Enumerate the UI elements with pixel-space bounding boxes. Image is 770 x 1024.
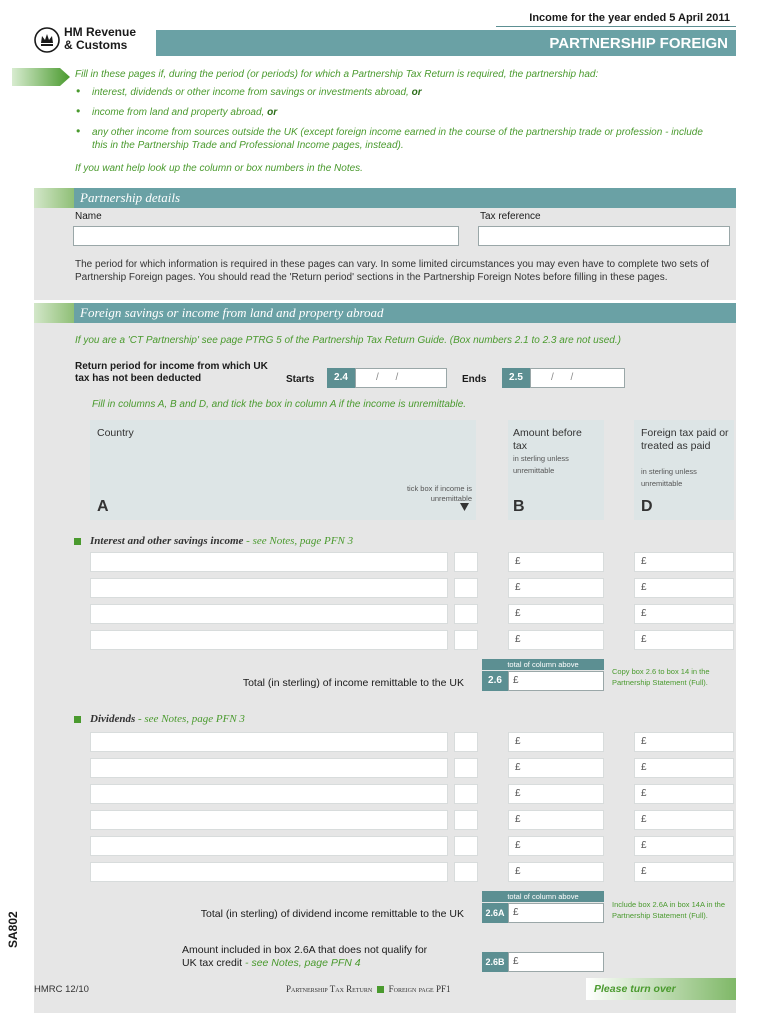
country-field[interactable]: [90, 810, 448, 830]
box-2-6a: 2.6A: [482, 903, 508, 923]
column-d-letter: D: [641, 498, 653, 515]
square-bullet-icon: [74, 538, 81, 545]
foreign-tax-paid-field[interactable]: [634, 810, 734, 830]
header-rule: [496, 26, 736, 27]
pound-sign: £: [641, 762, 647, 773]
intro-bullet: • interest, dividends or other income from savings or investments abroad, or: [74, 86, 714, 99]
pound-sign: £: [515, 866, 521, 877]
pound-sign: £: [641, 866, 647, 877]
pound-sign: £: [515, 556, 521, 567]
page-title: PARTNERSHIP FOREIGN: [549, 35, 728, 52]
country-field[interactable]: [90, 578, 448, 598]
foreign-tax-paid-field[interactable]: [634, 836, 734, 856]
tax-reference-field[interactable]: [478, 226, 730, 246]
square-bullet-icon: [377, 986, 384, 993]
year-text: Income for the year ended 5 April 2011: [529, 12, 730, 24]
partnership-details-heading: Partnership details: [80, 190, 181, 205]
column-b-letter: B: [513, 498, 525, 515]
name-label: Name: [75, 211, 102, 222]
foreign-tax-paid-field[interactable]: [634, 732, 734, 752]
interest-heading: Interest and other savings income - see Notes, page PFN 3: [74, 535, 353, 547]
amount-before-tax-field[interactable]: [508, 810, 604, 830]
foreign-section-heading: Foreign savings or income from land and property abroad: [80, 305, 384, 320]
foreign-tax-paid-field[interactable]: [634, 862, 734, 882]
interest-total-label: Total (in sterling) of income remittable to the UK: [242, 677, 464, 689]
partnership-details-band: [74, 188, 736, 208]
foreign-tax-paid-field[interactable]: [634, 578, 734, 598]
country-field[interactable]: [90, 552, 448, 572]
pound-sign: £: [515, 736, 521, 747]
copy-box-note: Copy box 2.6 to box 14 in the Partnership Statement (Full).: [612, 667, 710, 687]
amount-before-tax-field[interactable]: [508, 758, 604, 778]
intro-help: If you want help look up the column or box numbers in the Notes.: [75, 163, 363, 174]
country-field[interactable]: [90, 836, 448, 856]
box-2-6-field[interactable]: £: [508, 671, 604, 691]
start-date-field[interactable]: / /: [355, 368, 447, 388]
pound-sign: £: [641, 608, 647, 619]
starts-label: Starts: [286, 374, 315, 385]
pound-sign: £: [515, 814, 521, 825]
amount-before-tax-field[interactable]: [508, 784, 604, 804]
foreign-tax-paid-field[interactable]: [634, 784, 734, 804]
include-box-note: Include box 2.6A in box 14A in the Partnership Statement (Full).: [612, 900, 726, 920]
unremittable-tick-box[interactable]: [454, 836, 478, 856]
column-d-subtitle: in sterling unless unremittable: [641, 467, 697, 488]
logo-text-line2: & Customs: [64, 38, 128, 52]
dividend-total-label: Total (in sterling) of dividend income remittable to the UK: [200, 908, 464, 920]
pound-sign: £: [515, 634, 521, 645]
pound-sign: £: [515, 788, 521, 799]
box-2-5: 2.5: [502, 368, 530, 388]
hmrc-logo: [34, 26, 144, 56]
unremittable-tick-box[interactable]: [454, 758, 478, 778]
logo-text-line1: HM Revenue: [64, 25, 137, 39]
pound-sign: £: [641, 788, 647, 799]
unremittable-tick-box[interactable]: [454, 862, 478, 882]
pound-sign: £: [515, 840, 521, 851]
box-2-6a-field[interactable]: £: [508, 903, 604, 923]
dividends-heading: Dividends - see Notes, page PFN 3: [74, 713, 245, 725]
box-2-6: 2.6: [482, 671, 508, 691]
amount-before-tax-field[interactable]: [508, 552, 604, 572]
column-a-letter: A: [97, 498, 109, 515]
box-2-6b: 2.6B: [482, 952, 508, 972]
foreign-tax-paid-field[interactable]: [634, 604, 734, 624]
box-2-4: 2.4: [327, 368, 355, 388]
ends-label: Ends: [462, 374, 487, 385]
unremittable-tick-box[interactable]: [454, 630, 478, 650]
pound-sign: £: [515, 608, 521, 619]
intro-bullet: • income from land and property abroad, or: [74, 106, 714, 119]
unremittable-tick-box[interactable]: [454, 784, 478, 804]
intro-bullet: • any other income from sources outside the UK (except foreign income earned in the course of the partnership trade or profession - include this in the Partnership Trade and Professional Income pages, instead).: [74, 126, 714, 152]
amount-before-tax-field[interactable]: [508, 836, 604, 856]
column-b-subtitle: in sterling unless unremittable: [513, 454, 569, 475]
amount-2-6b-label: Amount included in box 2.6A that does not qualify for UK tax credit - see Notes, page PFN 4: [182, 944, 428, 969]
amount-before-tax-field[interactable]: [508, 732, 604, 752]
amount-before-tax-field[interactable]: [508, 578, 604, 598]
intro-bullets: [74, 86, 714, 159]
pound-sign: £: [641, 634, 647, 645]
country-field[interactable]: [90, 732, 448, 752]
return-period-label: Return period for income from which UK tax has not been deducted: [75, 361, 268, 384]
country-field[interactable]: [90, 758, 448, 778]
name-field[interactable]: [73, 226, 459, 246]
ct-partnership-note: If you are a 'CT Partnership' see page PTRG 5 of the Partnership Tax Return Guide. (Box numbers 2.1 to 2.3 are not used.): [75, 335, 621, 346]
interest-total-caption: total of column above: [482, 659, 604, 670]
pound-sign: £: [641, 582, 647, 593]
section-arrow-icon: [12, 66, 72, 88]
unremittable-tick-box[interactable]: [454, 810, 478, 830]
intro-lead: Fill in these pages if, during the period (or periods) for which a Partnership Tax Return is required, the partnership had:: [75, 69, 599, 80]
foreign-tax-paid-field[interactable]: [634, 552, 734, 572]
column-d-title: Foreign tax paid or treated as paid: [641, 427, 729, 452]
end-date-field[interactable]: / /: [530, 368, 625, 388]
tick-box-note: tick box if income is unremittable: [406, 484, 472, 503]
unremittable-tick-box[interactable]: [454, 732, 478, 752]
amount-before-tax-field[interactable]: [508, 862, 604, 882]
pound-sign: £: [515, 762, 521, 773]
turn-over-text: Please turn over: [594, 983, 676, 995]
square-bullet-icon: [74, 716, 81, 723]
amount-before-tax-field[interactable]: [508, 604, 604, 624]
column-a-header: [90, 420, 476, 520]
down-arrow-icon: [460, 503, 469, 511]
title-band: [156, 30, 736, 56]
foreign-tax-paid-field[interactable]: [634, 630, 734, 650]
pound-sign: £: [515, 582, 521, 593]
footer-code: HMRC 12/10: [34, 984, 89, 995]
unremittable-tick-box[interactable]: [454, 578, 478, 598]
amount-before-tax-field[interactable]: [508, 630, 604, 650]
foreign-section-band: [74, 303, 736, 323]
heading-tab: [34, 188, 74, 208]
crown-crest-icon: [34, 27, 60, 53]
column-b-title: Amount before tax: [513, 427, 582, 452]
footer-page-label: Partnership Tax Return Foreign page PF1: [286, 984, 451, 994]
side-form-code: SA802: [6, 911, 20, 948]
unremittable-tick-box[interactable]: [454, 604, 478, 624]
country-field[interactable]: [90, 630, 448, 650]
heading-tab: [34, 303, 74, 323]
pound-sign: £: [641, 840, 647, 851]
pound-sign: £: [641, 736, 647, 747]
pound-sign: £: [641, 556, 647, 567]
unremittable-tick-box[interactable]: [454, 552, 478, 572]
box-2-6b-field[interactable]: £: [508, 952, 604, 972]
country-label: Country: [97, 427, 134, 439]
country-field[interactable]: [90, 862, 448, 882]
pound-sign: £: [641, 814, 647, 825]
tax-reference-label: Tax reference: [480, 211, 541, 222]
return-period-note: The period for which information is required in these pages can vary. In some limited circumstances you may even have to complete two sets of Partnership Foreign pages. You should read the 'Return period' sections in the Partnership Foreign Notes before filling in these pages.: [75, 259, 710, 283]
fill-instruction: Fill in columns A, B and D, and tick the box in column A if the income is unremittable.: [92, 399, 467, 410]
country-field[interactable]: [90, 604, 448, 624]
foreign-tax-paid-field[interactable]: [634, 758, 734, 778]
country-field[interactable]: [90, 784, 448, 804]
dividend-total-caption: total of column above: [482, 891, 604, 902]
